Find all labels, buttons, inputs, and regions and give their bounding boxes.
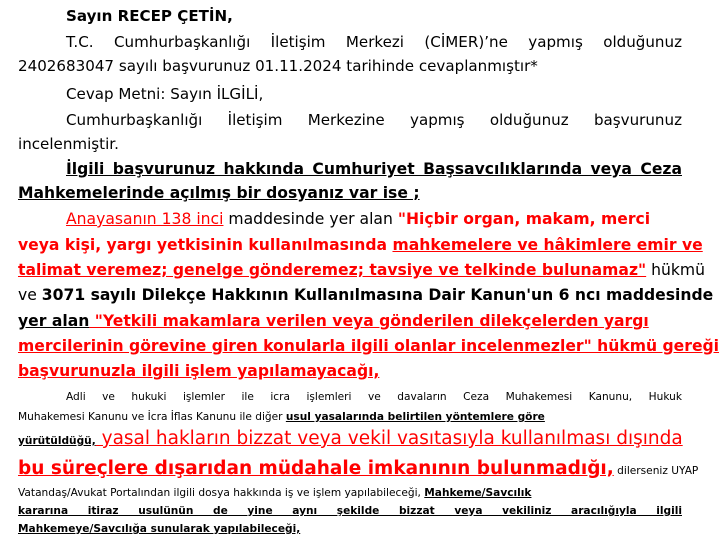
- constitution-line-3: talimat veremez; genelge gönderemez; tavsiye ve telkinde bulunamaz" hükmü: [18, 261, 705, 279]
- constitution-line-1: Anayasanın 138 inci maddesinde yer alan "Hiçbir organ, makam, merci: [66, 210, 651, 228]
- application-number-line: 2402683047 sayılı başvurunuz 01.11.2024 tarihinde cevaplanmıştır*: [18, 57, 538, 75]
- constitution-reference: Anayasanın 138 inci: [66, 210, 224, 228]
- procedure-line-2: Muhakemesi Kanunu ve İcra İflas Kanunu ile diğer usul yasalarında belirtilen yöntemlere göre: [18, 411, 545, 423]
- greeting: Sayın RECEP ÇETİN,: [66, 7, 233, 25]
- procedure-line-6: kararına itiraz usulünün de yine aynı şekilde bizzat veya vekiliniz aracılığıyla ilgili: [18, 505, 682, 517]
- condition-line-1: İlgili başvurunuz hakkında Cumhuriyet Başsavcılıklarında veya Ceza: [66, 160, 682, 178]
- procedure-line-4: bu süreçlere dışarıdan müdahale imkanının bulunmadığı, dilerseniz UYAP: [18, 458, 699, 479]
- cimer-intro-line: T.C. Cumhurbaşkanlığı İletişim Merkezi (CİMER)’ne yapmış olduğunuz: [66, 33, 682, 51]
- reply-line-1: Cumhurbaşkanlığı İletişim Merkezine yapmış olduğunuz başvurunuz: [66, 111, 682, 129]
- petition-law-line-1: ve 3071 sayılı Dilekçe Hakkının Kullanılmasına Dair Kanun'un 6 ncı maddesinde: [18, 286, 714, 304]
- petition-law-line-3: mercilerinin görevine giren konularla ilgili olanlar incelenmezler" hükmü gereği: [18, 337, 719, 355]
- procedure-line-5: Vatandaş/Avukat Portalından ilgili dosya hakkında iş ve işlem yapılabileceği, Mahkeme/Savcılık: [18, 487, 532, 499]
- reply-header: Cevap Metni: Sayın İLGİLİ,: [66, 85, 264, 103]
- procedure-line-1: Adli ve hukuki işlemler ile icra işlemleri ve davaların Ceza Muhakemesi Kanunu, Hukuk: [66, 391, 682, 403]
- petition-law-line-2: yer alan "Yetkili makamlara verilen veya gönderilen dilekçelerden yargı: [18, 312, 649, 330]
- condition-line-2: Mahkemelerinde açılmış bir dosyanız var ise ;: [18, 184, 420, 202]
- reply-line-2: incelenmiştir.: [18, 135, 119, 153]
- procedure-line-3: yürütüldüğü, yasal hakların bizzat veya vekil vasıtasıyla kullanılması dışında: [18, 428, 683, 449]
- constitution-line-2: veya kişi, yargı yetkisinin kullanılmasında mahkemelere ve hâkimlere emir ve: [18, 236, 703, 254]
- procedure-line-7: Mahkemeye/Savcılığa sunularak yapılabileceği,: [18, 523, 301, 535]
- petition-law-line-4: başvurunuzla ilgili işlem yapılamayacağı,: [18, 362, 380, 380]
